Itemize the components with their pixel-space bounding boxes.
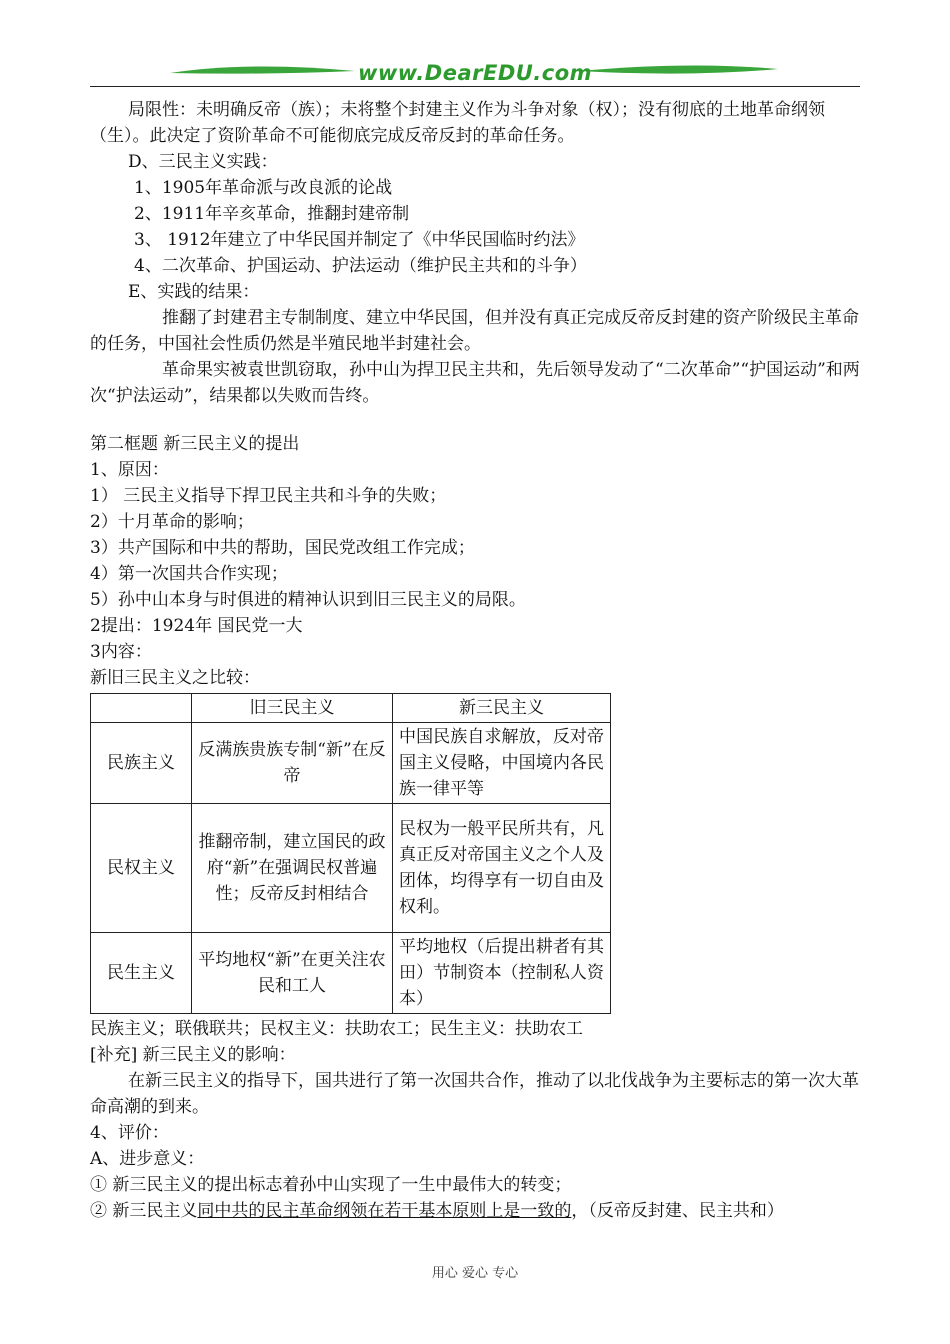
cause-item: 2）十月革命的影响； xyxy=(90,512,254,532)
new-principle-cell: 民权为一般平民所共有，凡真正反对帝国主义之个人及团体，均得享有一切自由及权利。 xyxy=(393,804,611,933)
old-principle-cell: 推翻帝制，建立国民的政府“新”在强调民权普遍性；反帝反封相结合 xyxy=(192,804,393,933)
cause-item: 3）共产国际和中共的帮助，国民党改组工作完成； xyxy=(90,538,475,558)
principle-name-cell: 民权主义 xyxy=(91,804,192,933)
principle-name-cell: 民族主义 xyxy=(91,723,192,804)
section-title: 第二框题 新三民主义的提出 xyxy=(90,434,300,454)
supplement-heading: [补充] 新三民主义的影响： xyxy=(90,1045,296,1065)
underlined-phrase: 同中共的民主革命纲领在若干基本原则上是一致的 xyxy=(197,1201,572,1221)
practice-item: 3、 1912年建立了中华民国并制定了《中华民国临时约法》 xyxy=(134,230,585,250)
result-paragraph: 推翻了封建君主专制制度、建立中华民国，但并没有真正完成反帝反封建的资产阶级民主革命的任务，中国社会性质仍然是半殖民地半封建社会。 xyxy=(90,308,859,354)
practice-item: 4、二次革命、护国运动、护法运动（维护民主共和的斗争） xyxy=(134,256,587,276)
significance-point xyxy=(90,1198,860,1224)
evaluation-heading: 4、评价： xyxy=(90,1123,169,1143)
influence-paragraph: 在新三民主义的指导下，国共进行了第一次国共合作，推动了以北伐战争为主要标志的第一次大革命高潮的到来。 xyxy=(90,1071,859,1117)
result-heading: E、实践的结果： xyxy=(128,282,260,302)
table-row xyxy=(91,723,611,804)
cause-item: 1） 三民主义指导下捍卫民主共和斗争的失败； xyxy=(90,486,447,506)
cause-item: 5）孙中山本身与时俱进的精神认识到旧三民主义的局限。 xyxy=(90,590,526,610)
policies-line: 民族主义；联俄联共；民权主义：扶助农工；民生主义：扶助农工 xyxy=(90,1019,583,1039)
table-row xyxy=(91,804,611,933)
table-header-cell: 旧三民主义 xyxy=(192,694,393,723)
comparison-table xyxy=(90,693,611,1014)
limitation-paragraph: 局限性：未明确反帝（族）；未将整个封建主义作为斗争对象（权）；没有彻底的土地革命纲领（生）。此决定了资阶革命不可能彻底完成反帝反封的革命任务。 xyxy=(90,100,825,146)
cause-heading: 1、原因： xyxy=(90,460,169,480)
principle-name-cell: 民生主义 xyxy=(91,933,192,1014)
old-principle-cell: 反满族贵族专制“新”在反帝 xyxy=(192,723,393,804)
point-prefix: ② 新三民主义 xyxy=(90,1201,198,1221)
page-footer: 用心 爱心 专心 xyxy=(431,1266,519,1281)
new-principle-cell: 中国民族自求解放，反对帝国主义侵略，中国境内各民族一律平等 xyxy=(393,723,611,804)
significance-point: ① 新三民主义的提出标志着孙中山实现了一生中最伟大的转变； xyxy=(90,1175,572,1195)
content-heading: 3内容： xyxy=(90,642,152,662)
table-header-cell xyxy=(91,694,192,723)
result-paragraph: 革命果实被袁世凯窃取，孙中山为捍卫民主共和，先后领导发动了“二次革命”“护国运动”和两次“护法运动”，结果都以失败而告终。 xyxy=(90,360,860,406)
site-logo-text[interactable]: www.DearEDU.com xyxy=(357,61,593,85)
table-row xyxy=(91,933,611,1014)
document-body xyxy=(90,97,860,1224)
old-principle-cell: 平均地权“新”在更关注农民和工人 xyxy=(192,933,393,1014)
practice-heading: D、三民主义实践： xyxy=(128,152,278,172)
significance-heading: A、进步意义： xyxy=(90,1149,205,1169)
proposal-line: 2提出：1924年 国民党一大 xyxy=(90,616,303,636)
practice-item: 2、1911年辛亥革命，推翻封建帝制 xyxy=(134,204,410,224)
new-principle-cell: 平均地权（后提出耕者有其田）节制资本（控制私人资本） xyxy=(393,933,611,1014)
point-suffix: ，（反帝反封建、民主共和） xyxy=(571,1201,784,1221)
cause-item: 4）第一次国共合作实现； xyxy=(90,564,288,584)
practice-item: 1、1905年革命派与改良派的论战 xyxy=(134,178,393,198)
comparison-title: 新旧三民主义之比较： xyxy=(90,668,260,688)
page-header xyxy=(90,55,860,91)
table-header-cell: 新三民主义 xyxy=(393,694,611,723)
table-header-row xyxy=(91,694,611,723)
header-divider xyxy=(90,86,860,87)
